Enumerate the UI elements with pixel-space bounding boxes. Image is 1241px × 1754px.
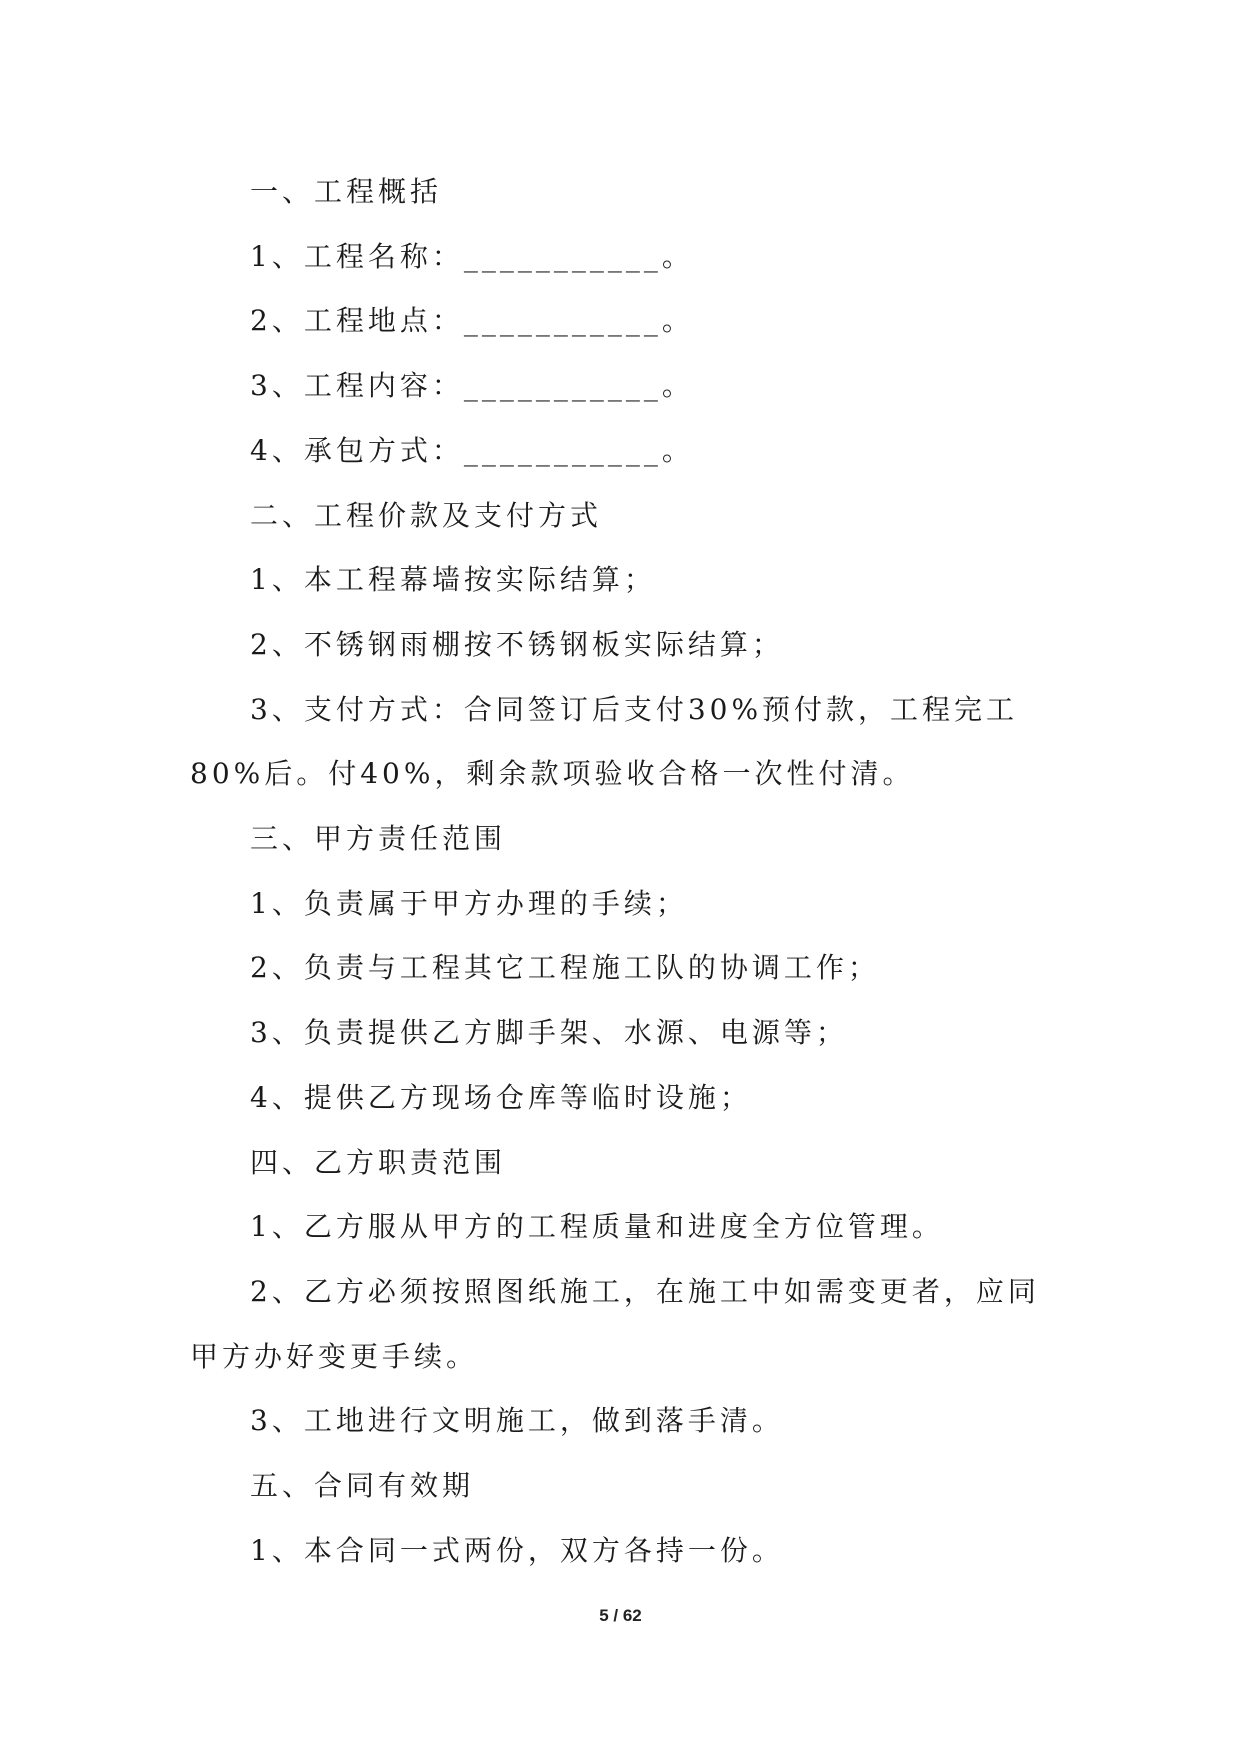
paragraph: 4、承包方式：___________。	[250, 433, 694, 467]
paragraph: 2、不锈钢雨棚按不锈钢板实际结算；	[250, 627, 784, 661]
section-heading: 五、合同有效期	[250, 1469, 475, 1503]
paragraph: 3、负责提供乙方脚手架、水源、电源等；	[250, 1016, 848, 1050]
paragraph: 1、负责属于甲方办理的手续；	[250, 886, 688, 920]
paragraph: 1、本合同一式两份，双方各持一份。	[250, 1533, 784, 1567]
page-number: 5 / 62	[599, 1606, 642, 1625]
paragraph: 1、本工程幕墙按实际结算；	[250, 563, 656, 597]
section-heading: 一、工程概括	[250, 175, 443, 208]
document-body	[190, 160, 1062, 1583]
section-heading: 四、乙方职责范围	[250, 1145, 507, 1179]
paragraph: 2、工程地点：___________。	[250, 304, 694, 338]
paragraph: 1、乙方服从甲方的工程质量和进度全方位管理。	[250, 1210, 944, 1244]
paragraph: 4、提供乙方现场仓库等临时设施；	[250, 1080, 752, 1114]
paragraph: 3、支付方式：合同签订后支付30%预付款，工程完工80%后。付40%，剩余款项验收合格一次性付清。	[190, 692, 1019, 791]
paragraph: 2、乙方必须按照图纸施工，在施工中如需变更者，应同甲方办好变更手续。	[190, 1274, 1040, 1373]
paragraph: 3、工程内容：___________。	[250, 369, 694, 403]
paragraph: 1、工程名称：___________。	[250, 239, 694, 273]
paragraph: 3、工地进行文明施工，做到落手清。	[250, 1404, 784, 1438]
paragraph: 2、负责与工程其它工程施工队的协调工作；	[250, 951, 880, 985]
section-heading: 二、工程价款及支付方式	[250, 498, 603, 532]
section-heading: 三、甲方责任范围	[250, 822, 507, 856]
